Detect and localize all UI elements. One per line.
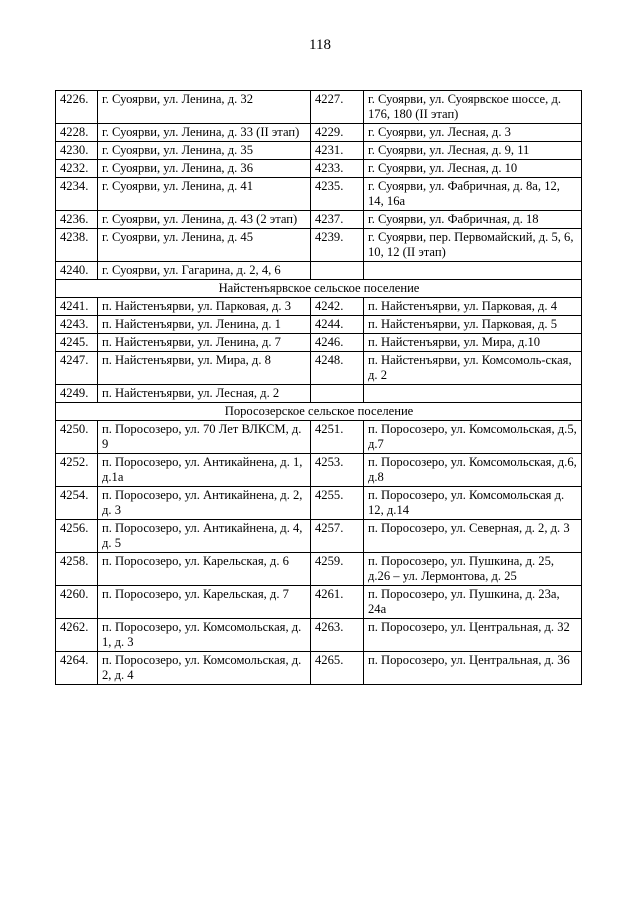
- entry-address: г. Суоярви, пер. Первомайский, д. 5, 6, 10, 12 (II этап): [364, 229, 582, 262]
- entry-number: 4248.: [311, 352, 364, 385]
- entry-number: 4250.: [56, 421, 98, 454]
- entry-number: 4263.: [311, 619, 364, 652]
- entry-address: п. Поросозеро, ул. Северная, д. 2, д. 3: [364, 520, 582, 553]
- table-row: [56, 229, 582, 262]
- entry-address: [364, 385, 582, 403]
- entry-address: г. Суоярви, ул. Фабричная, д. 8а, 12, 14, 16а: [364, 178, 582, 211]
- entry-address: г. Суоярви, ул. Суоярвское шоссе, д. 176, 180 (II этап): [364, 91, 582, 124]
- address-table-body: [56, 91, 582, 685]
- section-header-row: [56, 403, 582, 421]
- table-row: [56, 619, 582, 652]
- entry-number: 4253.: [311, 454, 364, 487]
- entry-address: п. Найстенъярви, ул. Парковая, д. 3: [98, 298, 311, 316]
- entry-number: 4259.: [311, 553, 364, 586]
- entry-number: 4264.: [56, 652, 98, 685]
- entry-address: п. Поросозеро, ул. 70 Лет ВЛКСМ, д. 9: [98, 421, 311, 454]
- entry-number: 4240.: [56, 262, 98, 280]
- entry-number: 4234.: [56, 178, 98, 211]
- entry-address: г. Суоярви, ул. Фабричная, д. 18: [364, 211, 582, 229]
- entry-number: 4261.: [311, 586, 364, 619]
- entry-number: 4226.: [56, 91, 98, 124]
- entry-number: 4233.: [311, 160, 364, 178]
- entry-number: 4256.: [56, 520, 98, 553]
- table-row: [56, 553, 582, 586]
- entry-number: 4236.: [56, 211, 98, 229]
- entry-number: 4245.: [56, 334, 98, 352]
- table-row: [56, 334, 582, 352]
- entry-address: п. Найстенъярви, ул. Мира, д.10: [364, 334, 582, 352]
- entry-number: 4260.: [56, 586, 98, 619]
- entry-address: п. Найстенъярви, ул. Парковая, д. 5: [364, 316, 582, 334]
- entry-number: 4238.: [56, 229, 98, 262]
- entry-number: 4255.: [311, 487, 364, 520]
- entry-number: 4232.: [56, 160, 98, 178]
- entry-number: [311, 262, 364, 280]
- entry-number: 4228.: [56, 124, 98, 142]
- entry-number: 4235.: [311, 178, 364, 211]
- table-row: [56, 298, 582, 316]
- entry-address: п. Поросозеро, ул. Пушкина, д. 25, д.26 – ул. Лермонтова, д. 25: [364, 553, 582, 586]
- entry-address: п. Поросозеро, ул. Комсомольская д. 12, д.14: [364, 487, 582, 520]
- section-title: Найстенъярвское сельское поселение: [56, 280, 582, 298]
- entry-address: п. Поросозеро, ул. Антикайнена, д. 1, д.1а: [98, 454, 311, 487]
- entry-address: п. Поросозеро, ул. Центральная, д. 32: [364, 619, 582, 652]
- table-row: [56, 211, 582, 229]
- entry-number: 4244.: [311, 316, 364, 334]
- entry-address: п. Найстенъярви, ул. Парковая, д. 4: [364, 298, 582, 316]
- entry-number: 4231.: [311, 142, 364, 160]
- entry-number: 4237.: [311, 211, 364, 229]
- page-number: 118: [309, 37, 331, 53]
- entry-address: г. Суоярви, ул. Гагарина, д. 2, 4, 6: [98, 262, 311, 280]
- entry-address: п. Поросозеро, ул. Центральная, д. 36: [364, 652, 582, 685]
- table-row: [56, 454, 582, 487]
- entry-number: 4262.: [56, 619, 98, 652]
- entry-address: п. Поросозеро, ул. Карельская, д. 7: [98, 586, 311, 619]
- entry-address: г. Суоярви, ул. Лесная, д. 10: [364, 160, 582, 178]
- table-row: [56, 91, 582, 124]
- entry-number: 4241.: [56, 298, 98, 316]
- entry-address: г. Суоярви, ул. Ленина, д. 33 (II этап): [98, 124, 311, 142]
- entry-address: п. Найстенъярви, ул. Ленина, д. 7: [98, 334, 311, 352]
- entry-address: п. Найстенъярви, ул. Мира, д. 8: [98, 352, 311, 385]
- entry-number: [311, 385, 364, 403]
- entry-number: 4230.: [56, 142, 98, 160]
- entry-number: 4254.: [56, 487, 98, 520]
- entry-address: п. Поросозеро, ул. Комсомольская, д.5, д.7: [364, 421, 582, 454]
- entry-address: п. Найстенъярви, ул. Лесная, д. 2: [98, 385, 311, 403]
- table-row: [56, 316, 582, 334]
- entry-address: п. Найстенъярви, ул. Ленина, д. 1: [98, 316, 311, 334]
- entry-address: г. Суоярви, ул. Ленина, д. 36: [98, 160, 311, 178]
- entry-address: п. Найстенъярви, ул. Комсомоль-ская, д. 2: [364, 352, 582, 385]
- entry-number: 4243.: [56, 316, 98, 334]
- entry-number: 4227.: [311, 91, 364, 124]
- table-row: [56, 421, 582, 454]
- entry-number: 4265.: [311, 652, 364, 685]
- entry-address: г. Суоярви, ул. Ленина, д. 41: [98, 178, 311, 211]
- entry-number: 4252.: [56, 454, 98, 487]
- table-row: [56, 385, 582, 403]
- entry-address: г. Суоярви, ул. Лесная, д. 9, 11: [364, 142, 582, 160]
- table-row: [56, 520, 582, 553]
- table-row: [56, 487, 582, 520]
- section-title: Поросозерское сельское поселение: [56, 403, 582, 421]
- entry-address: п. Поросозеро, ул. Комсомольская, д.6, д.8: [364, 454, 582, 487]
- entry-address: г. Суоярви, ул. Ленина, д. 35: [98, 142, 311, 160]
- section-header-row: [56, 280, 582, 298]
- entry-number: 4246.: [311, 334, 364, 352]
- entry-address: г. Суоярви, ул. Ленина, д. 32: [98, 91, 311, 124]
- table-row: [56, 652, 582, 685]
- entry-address: п. Поросозеро, ул. Пушкина, д. 23а, 24а: [364, 586, 582, 619]
- table-row: [56, 586, 582, 619]
- entry-address: п. Поросозеро, ул. Антикайнена, д. 4, д. 5: [98, 520, 311, 553]
- entry-number: 4239.: [311, 229, 364, 262]
- entry-address: [364, 262, 582, 280]
- entry-address: г. Суоярви, ул. Ленина, д. 43 (2 этап): [98, 211, 311, 229]
- entry-number: 4242.: [311, 298, 364, 316]
- entry-address: г. Суоярви, ул. Лесная, д. 3: [364, 124, 582, 142]
- entry-address: п. Поросозеро, ул. Комсомольская, д. 2, д. 4: [98, 652, 311, 685]
- table-row: [56, 178, 582, 211]
- table-row: [56, 160, 582, 178]
- entry-address: п. Поросозеро, ул. Антикайнена, д. 2, д. 3: [98, 487, 311, 520]
- table-row: [56, 352, 582, 385]
- table-row: [56, 142, 582, 160]
- entry-number: 4229.: [311, 124, 364, 142]
- entry-number: 4251.: [311, 421, 364, 454]
- entry-address: п. Поросозеро, ул. Комсомольская, д. 1, д. 3: [98, 619, 311, 652]
- table-row: [56, 262, 582, 280]
- entry-number: 4257.: [311, 520, 364, 553]
- entry-number: 4258.: [56, 553, 98, 586]
- entry-number: 4249.: [56, 385, 98, 403]
- entry-address: п. Поросозеро, ул. Карельская, д. 6: [98, 553, 311, 586]
- table-row: [56, 124, 582, 142]
- entry-address: г. Суоярви, ул. Ленина, д. 45: [98, 229, 311, 262]
- entry-number: 4247.: [56, 352, 98, 385]
- address-table: [55, 90, 582, 685]
